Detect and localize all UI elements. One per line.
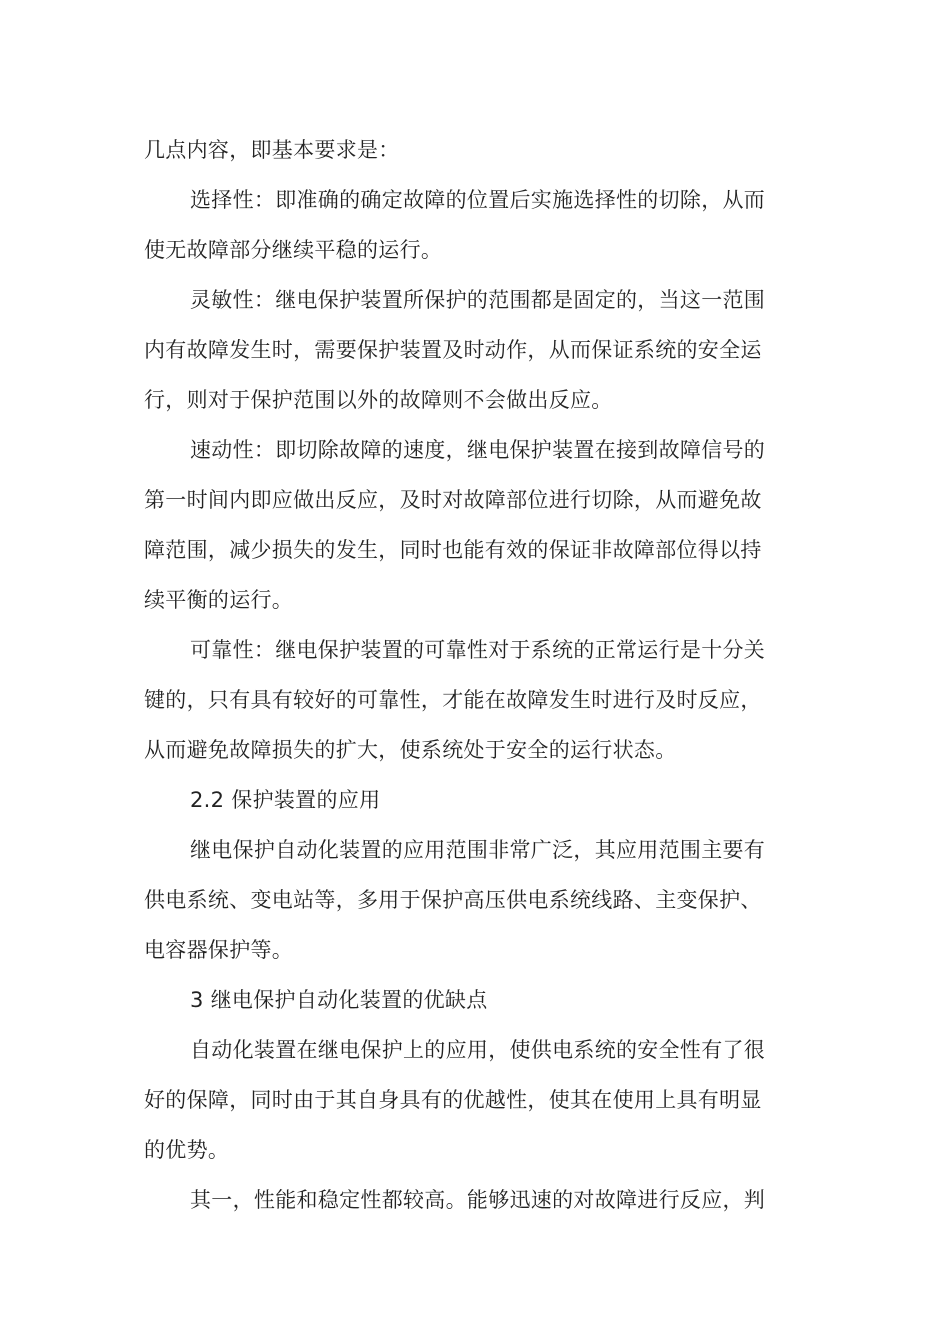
text-line: 障范围，减少损失的发生，同时也能有效的保证非故障部位得以持 [144, 538, 762, 562]
paragraph-sensitivity-start: 灵敏性：继电保护装置所保护的范围都是固定的，当这一范围 [190, 288, 766, 312]
text-line: 从而避免故障损失的扩大，使系统处于安全的运行状态。 [144, 738, 677, 762]
text-line: 好的保障，同时由于其自身具有的优越性，使其在使用上具有明显 [144, 1088, 762, 1112]
paragraph-selectivity-start: 选择性：即准确的确定故障的位置后实施选择性的切除，从而 [190, 188, 766, 212]
text-line: 内有故障发生时，需要保护装置及时动作，从而保证系统的安全运 [144, 338, 762, 362]
paragraph-application-start: 继电保护自动化装置的应用范围非常广泛，其应用范围主要有 [190, 838, 766, 862]
text-line: 键的，只有具有较好的可靠性，才能在故障发生时进行及时反应， [144, 688, 762, 712]
section-heading-3: 3 继电保护自动化装置的优缺点 [190, 988, 488, 1012]
paragraph-first-point-start: 其一，性能和稳定性都较高。能够迅速的对故障进行反应，判 [190, 1188, 766, 1212]
text-line: 几点内容，即基本要求是： [144, 138, 400, 162]
text-line: 供电系统、变电站等，多用于保护高压供电系统线路、主变保护、 [144, 888, 762, 912]
text-line: 行，则对于保护范围以外的故障则不会做出反应。 [144, 388, 613, 412]
paragraph-advantages-start: 自动化装置在继电保护上的应用，使供电系统的安全性有了很 [190, 1038, 766, 1062]
text-line: 续平衡的运行。 [144, 588, 294, 612]
text-line: 第一时间内即应做出反应，及时对故障部位进行切除，从而避免故 [144, 488, 762, 512]
paragraph-speed-start: 速动性：即切除故障的速度，继电保护装置在接到故障信号的 [190, 438, 766, 462]
text-line: 使无故障部分继续平稳的运行。 [144, 238, 443, 262]
document-body [144, 125, 808, 1225]
text-line: 电容器保护等。 [144, 938, 294, 962]
paragraph-reliability-start: 可靠性：继电保护装置的可靠性对于系统的正常运行是十分关 [190, 638, 766, 662]
text-line: 的优势。 [144, 1138, 230, 1162]
section-heading-2-2: 2.2 保护装置的应用 [190, 788, 381, 812]
